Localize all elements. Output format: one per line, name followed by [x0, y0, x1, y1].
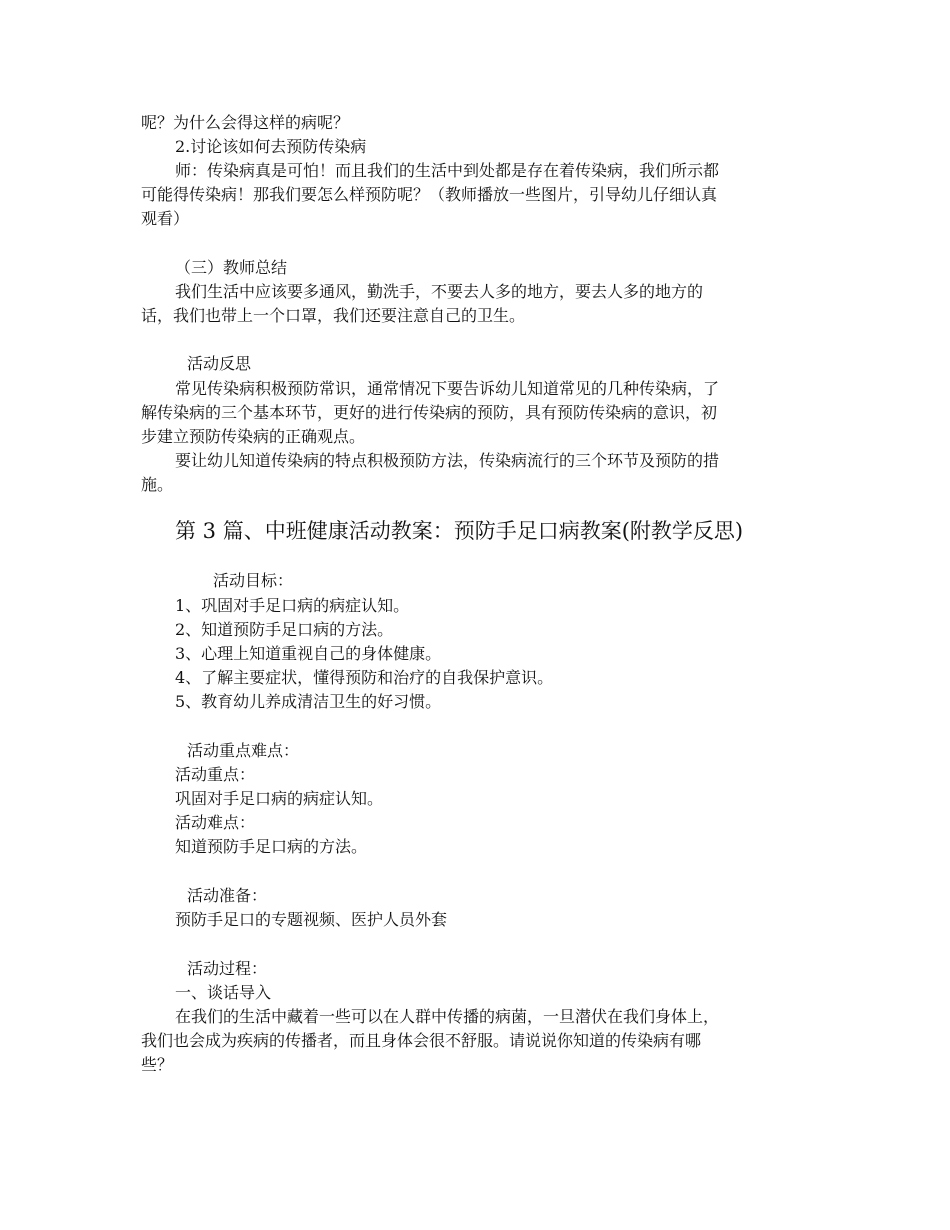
text-line: 巩固对手足口病的病症认知。 — [175, 789, 384, 808]
section-heading: 活动反思 — [187, 354, 252, 373]
list-item: 5、教育幼儿养成清洁卫生的好习惯。 — [175, 692, 442, 711]
section-heading: 活动重点难点： — [187, 741, 300, 760]
section-heading: 活动准备： — [187, 886, 268, 905]
text-line: 施。 — [141, 475, 174, 494]
list-item: 2、知道预防手足口病的方法。 — [175, 620, 394, 639]
section-heading: （三）教师总结 — [175, 258, 288, 277]
text-line: 活动难点： — [175, 813, 256, 832]
text-line: 我们也会成为疾病的传播者，而且身体会很不舒服。请说说你知道的传染病有哪 — [141, 1031, 702, 1050]
text-line: 一、谈话导入 — [175, 983, 272, 1002]
text-line: 常见传染病积极预防常识，通常情况下要告诉幼儿知道常见的几种传染病，了 — [175, 379, 720, 398]
text-line: 2.讨论该如何去预防传染病 — [175, 137, 367, 156]
text-line: 步建立预防传染病的正确观点。 — [141, 427, 366, 446]
list-item: 4、了解主要症状，懂得预防和治疗的自我保护意识。 — [175, 668, 554, 687]
text-line: 我们生活中应该要多通风，勤洗手，不要去人多的地方，要去人多的地方的 — [175, 282, 704, 301]
section-heading: 活动过程： — [187, 959, 268, 978]
text-line: 要让幼儿知道传染病的特点积极预防方法，传染病流行的三个环节及预防的措 — [175, 451, 720, 470]
text-line: 可能得传染病！那我们要怎么样预防呢？（教师播放一些图片，引导幼儿仔细认真 — [141, 185, 718, 204]
text-line: 观看） — [141, 209, 190, 228]
text-line: 在我们的生活中藏着一些可以在人群中传播的病菌，一旦潜伏在我们身体上， — [175, 1007, 720, 1026]
text-line: 预防手足口的专题视频、医护人员外套 — [175, 910, 448, 929]
text-line: 师：传染病真是可怕！而且我们的生活中到处都是存在着传染病，我们所示都 — [175, 161, 720, 180]
text-line: 解传染病的三个基本环节，更好的进行传染病的预防，具有预防传染病的意识，初 — [141, 403, 718, 422]
text-line: 活动重点： — [175, 765, 256, 784]
list-item: 3、心理上知道重视自己的身体健康。 — [175, 644, 442, 663]
text-line: 些？ — [141, 1055, 174, 1074]
list-item: 1、巩固对手足口病的病症认知。 — [175, 596, 410, 615]
chapter-title: 第 3 篇、中班健康活动教案：预防手足口病教案(附教学反思) — [175, 519, 744, 543]
text-line: 知道预防手足口病的方法。 — [175, 837, 368, 856]
text-line: 话，我们也带上一个口罩，我们还要注意自己的卫生。 — [141, 306, 526, 325]
text-line: 呢？为什么会得这样的病呢？ — [141, 113, 350, 132]
section-heading: 活动目标： — [213, 571, 294, 590]
